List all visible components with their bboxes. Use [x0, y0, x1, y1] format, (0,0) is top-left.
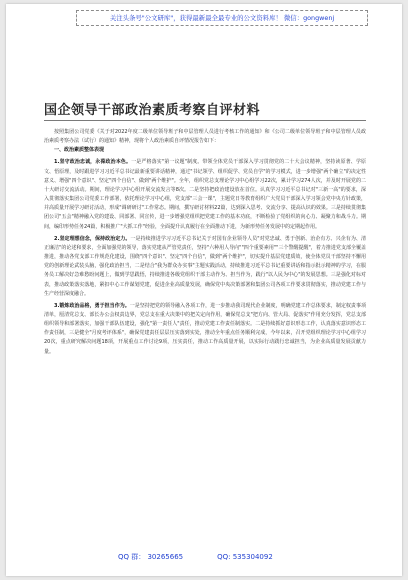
- intro-paragraph: 按照集团公司党委《关于对2022年度二级单位领导班子和中层管理人员进行考核工作的通知》和《公司二级单位领导班子和中层管理人员政治素质考察办法（试行）的通知》精神，现将个人政治素质自评情况报告如下：: [44, 129, 366, 145]
- paragraph-text: 一是持续推进学习习近平总书记关于对国有企业领导人员"对党忠诚、勇于创新、治企有方、兴企有为、清正廉洁"的论述和要求，全面加强党的领导，落实党建从严管党责任，坚持"六种用人导向""四个重要素用""三个警醒提醒"，着力推进党支部全覆盖推进，推动各党支部工作规范化建设，围绕"四个意识"、坚定"四个自信"，做到"两个维护"，切实提升基层党建质效，使全体党员干部坚持不懈用党的创新理论武装头脑，强化政治担当，二是结合"我为群众办实事"主题实践活动，持续推进习近平总书记重要讲话和指示批示精神的学习，在服务员工解决好急难愁盼问题上，做到学思践悟，持续推进各级党组织干部主动作为、担当作为，践行"以人民为中心"的发展思想。三是强化对标对表，推动政策落实落地，紧扣中心工作谋划党建，促进企业高质量发展，确保党中央决策部署和集团公司各项工作要求贯彻落实，推动党建工作与生产经营深度融合。: [44, 235, 366, 297]
- document-title: 国企领导干部政治素质考察自评材料: [44, 103, 261, 118]
- paragraph-lead: 1.坚守政治忠诚，永葆政治本色。: [54, 159, 132, 166]
- paragraph-lead: 2.坚定理想信念，保持政治定力。: [54, 235, 131, 242]
- paragraph-text: 一是严格落实"第一议题"制度。带领全体党员干部深入学习贯彻党的二十大会议精神，坚持读原著、学原文、悟原理，及时跟进学习习近平总书记最新重要讲话精神，通过"书记领学、组织促学、党员自学"的学习模式，进一步增强"两个确立"的决定性意义、增强"四个意识"、坚定"四个自信"、做到"两个维护"。全年，组织党总支理论学习中心组学习22次，累计学习274人次，并及时开展党的二十大研讨交流活动。期间，理论学习中心组开展交流发言等8次。二是坚持把政治建设放在首位。认真学习习近平总书记对"三新一高"的要求，深入贯彻落实集团公司党委工作部署，依托理论学习中心组，党支部"三会一课"，主题党日等教育组织广大党员干部深入学习领会党中央方针政策，并高质量开展学习研讨活动，形成"调研研讨"工作常态。期间，撰写研讨材料22篇，达到深入思考、交流分享、提高认识的效果。三是持续贯彻集团公司"五会"精神融入党的建设、同部署、同宣传，进一步增强党组织把党建工作的基本功底，不断检验了党组织的向心力、凝聚力和战斗力。期间，编印形势任务24篇，积极推广"大抓工作"经验，全面提升认真履行在全面推动下进，为新形势任务发展中的定期起作用。: [44, 159, 366, 230]
- qq-number: QQ: 535304092: [217, 553, 273, 561]
- paragraph-text: 一是坚持把党的领导融入各项工作，进一步推动我司现代企业制度，明确党建工作总体要求，制定权责事项清单，厘清党总支、部长办公会权责边界，党总支在重大决策中的把关定向作用，确保党总支"把方向、管大局、促落实"作用充分发挥，党总支部组织领导和部署落实，加强干部队伍建设，强化"第一责任人"责任，推动党建工作责任制落实。二是持续抓好意识形态工作，认真落实意识形态工作责任制，三是健全"月度考评体系"，确保党建责任层层压实落到实处，推动全年重点任务顺利完成，今年以来，召开党组织理论学习中心组学习20次，重点研究解决问题18项，开展重点工作讨论9项，压实责任，推动工作高质量开展，以实际行动践行忠诚担当，为企业高质量发展贡献力量。: [44, 302, 366, 355]
- document-body: [44, 128, 366, 357]
- paragraph-lead: 3.锻炼政治品格，勇于担当作为。: [54, 302, 130, 309]
- section-heading: 一、政治素质整体表现: [54, 147, 105, 154]
- paragraph-loyalty: [44, 158, 366, 231]
- contact-footer: [118, 552, 307, 562]
- paragraph-character: [44, 302, 366, 357]
- document-page: [6, 4, 402, 576]
- paragraph-ideals: [44, 235, 366, 299]
- title-divider: [44, 120, 366, 121]
- qq-group: QQ 群： 30265665: [118, 553, 184, 561]
- promo-banner[interactable]: 关注头条号"公文研库"，获得最新最全最专业的公文资料库！ 微信：gongwenj: [76, 10, 368, 26]
